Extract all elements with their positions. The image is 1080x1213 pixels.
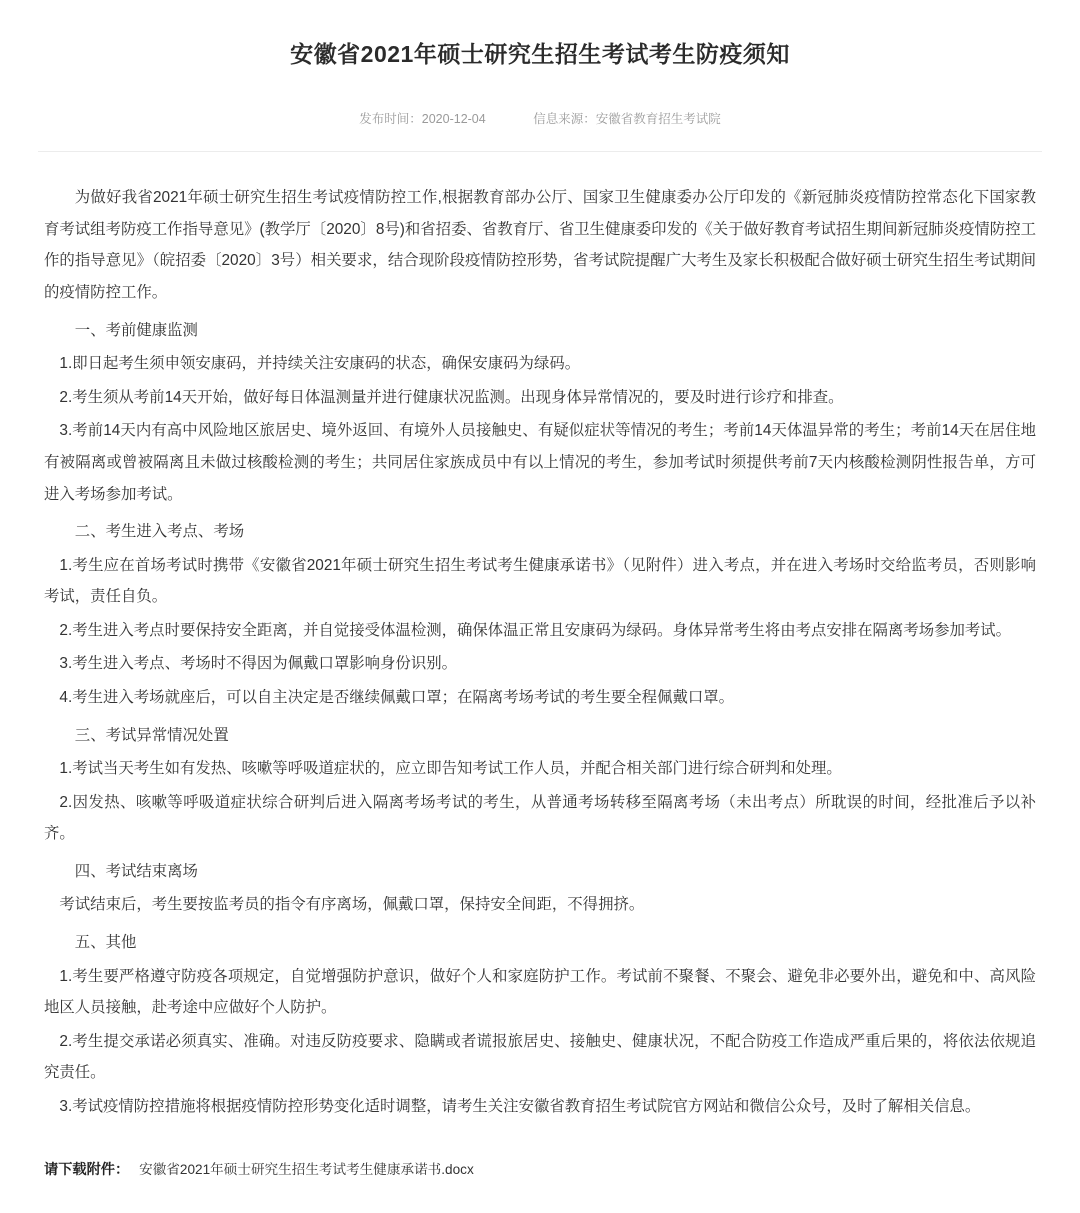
source: [533, 109, 721, 127]
section-2-item-2: 2.考生进入考点时要保持安全距离，并自觉接受体温检测，确保体温正常且安康码为绿码。身体异常考生将由考点安排在隔离考场参加考试。: [44, 615, 1036, 647]
section-2-item-4: 4.考生进入考场就座后，可以自主决定是否继续佩戴口罩；在隔离考场考试的考生要全程佩戴口罩。: [44, 682, 1036, 714]
page-title: 安徽省2021年硕士研究生招生考试考生防疫须知: [0, 15, 1080, 76]
section-2-item-3: 3.考生进入考点、考场时不得因为佩戴口罩影响身份识别。: [44, 648, 1036, 680]
section-1-item-3: 3.考前14天内有高中风险地区旅居史、境外返回、有境外人员接触史、有疑似症状等情况的考生；考前14天体温异常的考生；考前14天在居住地有被隔离或曾被隔离且未做过核酸检测的考生；共同居住家族成员中有以上情况的考生，参加考试时须提供考前7天内核酸检测阴性报告单，方可进入考场参加考试。: [44, 415, 1036, 510]
attachment-row: [0, 1135, 1080, 1213]
publish-time-value: 2020-12-04: [422, 112, 486, 126]
section-5-item-2: 2.考生提交承诺必须真实、准确。对违反防疫要求、隐瞒或者谎报旅居史、接触史、健康状况，不配合防疫工作造成严重后果的，将依法依规追究责任。: [44, 1026, 1036, 1089]
source-label: 信息来源：: [533, 112, 596, 126]
section-5-item-3: 3.考试疫情防控措施将根据疫情防控形势变化适时调整，请考生关注安徽省教育招生考试院官方网站和微信公众号，及时了解相关信息。: [44, 1091, 1036, 1123]
section-heading-2: 二、考生进入考点、考场: [44, 516, 1036, 548]
section-2-item-1: 1.考生应在首场考试时携带《安徽省2021年硕士研究生招生考试考生健康承诺书》（见附件）进入考点，并在进入考场时交给监考员，否则影响考试，责任自负。: [44, 550, 1036, 613]
section-1-item-1: 1.即日起考生须申领安康码，并持续关注安康码的状态，确保安康码为绿码。: [44, 348, 1036, 380]
attachment-label: 请下载附件：: [44, 1162, 129, 1178]
section-3-item-1: 1.考试当天考生如有发热、咳嗽等呼吸道症状的，应立即告知考试工作人员，并配合相关部门进行综合研判和处理。: [44, 753, 1036, 785]
section-heading-1: 一、考前健康监测: [44, 315, 1036, 347]
section-heading-4: 四、考试结束离场: [44, 856, 1036, 888]
publish-time: [359, 109, 485, 127]
source-value: 安徽省教育招生考试院: [596, 112, 721, 126]
attachment-link[interactable]: 安徽省2021年硕士研究生招生考试考生健康承诺书.docx: [139, 1162, 474, 1177]
section-heading-5: 五、其他: [44, 927, 1036, 959]
section-5-item-1: 1.考生要严格遵守防疫各项规定，自觉增强防护意识，做好个人和家庭防护工作。考试前不聚餐、不聚会、避免非必要外出，避免和中、高风险地区人员接触，赴考途中应做好个人防护。: [44, 961, 1036, 1024]
section-4-item-1: 考试结束后，考生要按监考员的指令有序离场，佩戴口罩，保持安全间距，不得拥挤。: [44, 889, 1036, 921]
section-3-item-2: 2.因发热、咳嗽等呼吸道症状综合研判后进入隔离考场考试的考生，从普通考场转移至隔离考场（未出考点）所耽误的时间，经批准后予以补齐。: [44, 787, 1036, 850]
section-1-item-2: 2.考生须从考前14天开始，做好每日体温测量并进行健康状况监测。出现身体异常情况的，要及时进行诊疗和排查。: [44, 382, 1036, 414]
document-meta: [0, 91, 1080, 129]
intro-paragraph: 为做好我省2021年硕士研究生招生考试疫情防控工作,根据教育部办公厅、国家卫生健康委办公厅印发的《新冠肺炎疫情防控常态化下国家教育考试组考防疫工作指导意见》(教学厅〔2020〕8号)和省招委、省教育厅、省卫生健康委印发的《关于做好教育考试招生期间新冠肺炎疫情防控工作的指导意见》（皖招委〔2020〕3号）相关要求，结合现阶段疫情防控形势，省考试院提醒广大考生及家长积极配合做好硕士研究生招生考试期间的疫情防控工作。: [44, 182, 1036, 308]
section-heading-3: 三、考试异常情况处置: [44, 720, 1036, 752]
document-body: [0, 152, 1080, 1134]
publish-time-label: 发布时间：: [359, 112, 422, 126]
document-page: [0, 15, 1080, 1213]
